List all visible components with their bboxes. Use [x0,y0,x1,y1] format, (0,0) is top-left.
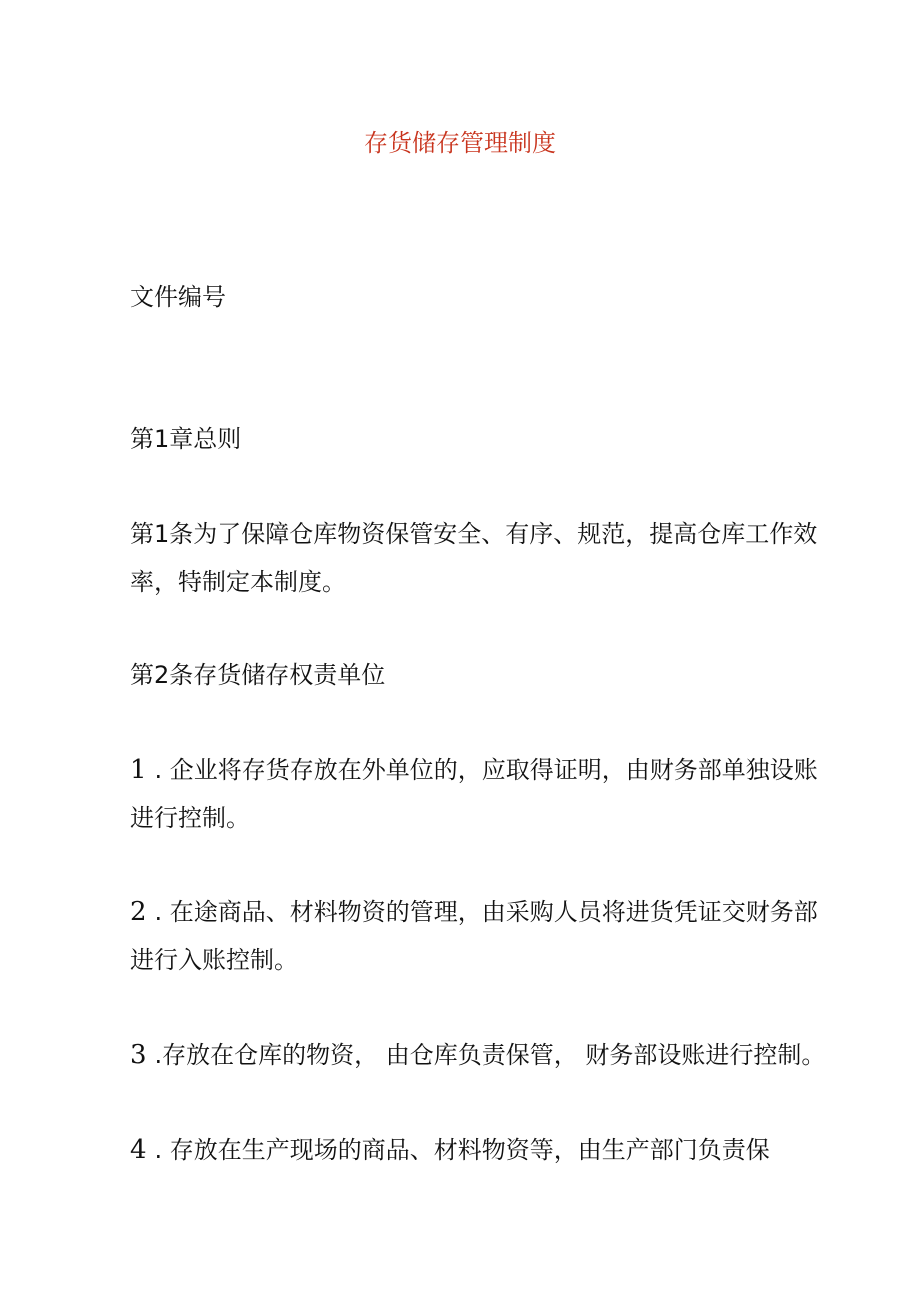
document-title: 存货储存管理制度 [364,129,556,157]
list-item-line-2: 进行入账控制。 [130,946,298,974]
list-item-number: 4 [130,1135,147,1165]
list-item-number: 2 [130,897,147,927]
file-number-label: 文件编号 [130,283,226,311]
list-item [130,888,818,984]
list-item [130,1031,826,1079]
list-item [130,1126,810,1174]
list-item-number: 3 [130,1040,147,1070]
list-item-line-2: 进行控制。 [130,804,250,832]
list-item-line-1: 3 .存放在仓库的物资， 由仓库负责保管， 财务部设账进行控制。 [130,1040,826,1070]
article-1-line-2: 率，特制定本制度。 [130,568,346,596]
list-item-line-1: 1 . 企业将存货存放在外单位的，应取得证明，由财务部单独设账 [130,755,818,785]
list-item-line-1: 2 . 在途商品、材料物资的管理，由采购人员将进货凭证交财务部 [130,897,818,927]
article-2-heading: 第2条存货储存权责单位 [130,661,386,689]
list-item-line-1: 4 . 存放在生产现场的商品、材料物资等，由生产部门负责保 [130,1135,770,1165]
list-item-number: 1 [130,755,147,785]
list-item [130,746,818,842]
chapter-1-heading: 第1章总则 [130,425,242,453]
article-1-paragraph [130,510,818,606]
article-1-line-1: 第1条为了保障仓库物资保管安全、有序、规范，提高仓库工作效 [130,520,818,548]
